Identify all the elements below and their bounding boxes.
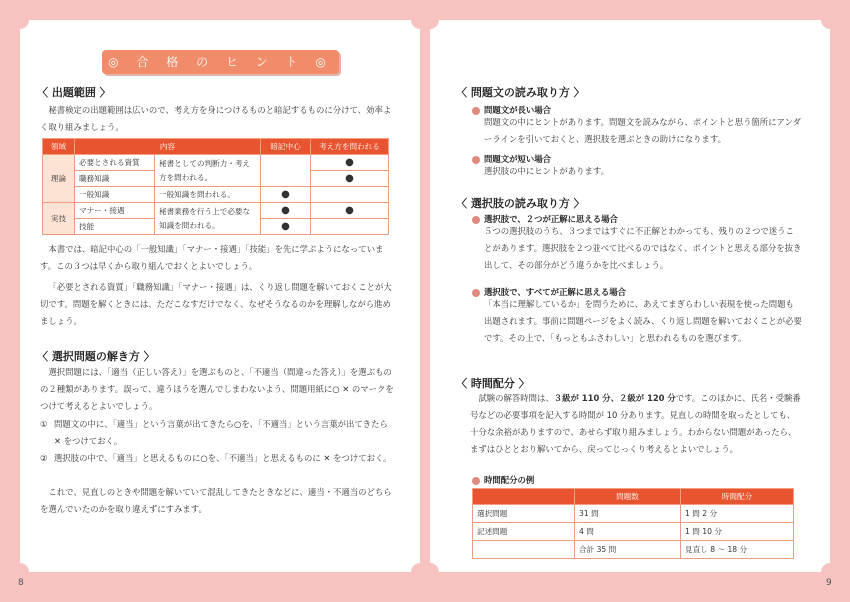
- table-header: 暗記中心: [261, 139, 311, 155]
- bullet-icon: [472, 477, 480, 485]
- selection-paragraph: 選択問題には、「適当（正しい答え）」を選ぶものと、「不適当（間違った答え）」を選ぶものの２種類があります。誤って、違うほうを選んでしまわないよう、問題用紙に○ ✕ のマークをつけて考えるとよいでしょう。: [40, 367, 394, 411]
- subheading: 問題文が長い場合: [472, 104, 551, 116]
- bullet-icon: [472, 216, 480, 224]
- page-corner: [421, 563, 439, 581]
- section-title-choices: 〈 選択肢の読み取り方 〉: [456, 197, 585, 210]
- scope-intro: 秘書検定の出題範囲は広いので、考え方を身につけるものと暗記するものに分けて、効率よく取り組みましょう。: [40, 105, 392, 132]
- table-header: [473, 489, 575, 505]
- page-corner: [821, 11, 839, 29]
- reading-body: 問題文の中にヒントがあります。問題文を読みながら、ポイントと思う箇所にアンダーラインを引いておくと、選択肢を選ぶときの助けになります。: [484, 117, 801, 144]
- page-corner: [11, 11, 29, 29]
- table-cell: 職務知識: [75, 171, 155, 187]
- table-cell: 秘書としての判断力・考え方を問われる。: [155, 155, 261, 187]
- time-table: [472, 488, 794, 559]
- table-cell: 技能: [75, 219, 155, 235]
- table-cell: [311, 219, 389, 235]
- bullet-icon: [472, 156, 480, 164]
- table-mark: ●: [311, 171, 389, 187]
- table-group-label: 理論: [43, 155, 75, 203]
- table-cell: 見直し 8 〜 18 分: [681, 541, 794, 559]
- choices-body: 「本当に理解しているか」を問うために、あえてまぎらわしい表現を使った問題も出題されます。事前に問題ページをよく読み、くり返し問題を解いておくことが必要です。その上で、「もっともふさわしい」と思われるものを選びます。: [484, 299, 802, 343]
- reading-body: 選択肢の中にヒントがあります。: [484, 166, 609, 176]
- table-cell: 1 問 10 分: [681, 523, 794, 541]
- time-body: 試験の解答時間は、３級が 110 分、２級が 120 分です。このほかに、氏名・受験番号などの必要事項を記入する時間が 10 分あります。見直しの時間を取ったとしても、十分な余裕がありますので、あせらず取り組みましょう。わからない問題があったら、まずはひととおり解いてから、戻ってじっくり考えるとよいでしょう。: [470, 393, 801, 454]
- subheading: 時間配分の例: [472, 474, 534, 486]
- table-cell: [473, 541, 575, 559]
- table-mark: ●: [261, 203, 311, 219]
- table-header: 問題数: [575, 489, 681, 505]
- table-cell: 1 問 2 分: [681, 505, 794, 523]
- bullet-icon: [472, 107, 480, 115]
- table-cell: 31 問: [575, 505, 681, 523]
- table-mark: ●: [311, 155, 389, 171]
- table-cell: 必要とされる資質: [75, 155, 155, 171]
- subheading: 問題文が短い場合: [472, 153, 551, 165]
- table-cell: 秘書業務を行う上で必要な知識を問われる。: [155, 203, 261, 235]
- table-mark: ●: [261, 187, 311, 203]
- table-cell: 選択問題: [473, 505, 575, 523]
- selection-item: ① 問題文の中に、「適当」という言葉が出てきたら○を、「不適当」という言葉が出てきたら ✕ をつけておく。: [40, 419, 388, 446]
- subheading: 選択肢で、２つが正解に思える場合: [472, 213, 618, 225]
- page-corner: [421, 11, 439, 29]
- table-mark: ●: [311, 203, 389, 219]
- page-number: 9: [826, 578, 832, 588]
- selection-item: ② 選択肢の中で、「適当」と思えるものに○を、「不適当」と思えるものに ✕ をつけておく。: [40, 453, 392, 463]
- section-title-scope: 〈 出題範囲 〉: [37, 86, 111, 99]
- table-cell: マナー・接遇: [75, 203, 155, 219]
- subheading: 選択肢で、すべてが正解に思える場合: [472, 286, 626, 298]
- table-header: 内容: [75, 139, 261, 155]
- table-cell: 一般知識: [75, 187, 155, 203]
- selection-paragraph: これで、見直しのときや問題を解いていて混乱してきたときなどに、適当・不適当のどちらを選んでいたのかを取り違えずにすみます。: [40, 487, 392, 514]
- table-cell: [311, 187, 389, 203]
- table-header: 考え方を問われる: [311, 139, 389, 155]
- scope-paragraph: 本書では、暗記中心の「一般知識」「マナー・接遇」「技能」を先に学ぶようになっています。この３つは早くから取り組んでおくとよいでしょう。: [40, 244, 384, 271]
- table-cell: [261, 155, 311, 187]
- table-cell: 合計 35 問: [575, 541, 681, 559]
- table-header: 領域: [43, 139, 75, 155]
- table-mark: ●: [261, 219, 311, 235]
- table-header: 時間配分: [681, 489, 794, 505]
- section-title-reading: 〈 問題文の読み取り方 〉: [456, 86, 585, 99]
- choices-body: ５つの選択肢のうち、３つまではすぐに不正解とわかっても、残りの２つで迷うことがあります。選択肢を２つ並べて比べるのではなく、ポイントと思える部分を抜き出して、その部分がどう違うかを比べましょう。: [484, 226, 802, 270]
- hint-banner: ◎ 合 格 の ヒ ン ト ◎: [102, 50, 339, 74]
- table-group-label: 実技: [43, 203, 75, 235]
- bullet-icon: [472, 289, 480, 297]
- scope-table: [42, 138, 389, 235]
- page-number: 8: [18, 578, 24, 588]
- section-title-selection: 〈 選択問題の解き方 〉: [37, 350, 155, 363]
- table-cell: 4 問: [575, 523, 681, 541]
- scope-paragraph: 「必要とされる資質」「職務知識」「マナー・接遇」は、くり返し問題を解いておくことが大切です。問題を解くときには、ただこなすだけでなく、なぜそうなるのかを理解しながら進めましょう。: [40, 282, 392, 326]
- table-cell: 記述問題: [473, 523, 575, 541]
- section-title-time: 〈 時間配分 〉: [456, 377, 530, 390]
- table-cell: 一般知識を問われる。: [155, 187, 261, 203]
